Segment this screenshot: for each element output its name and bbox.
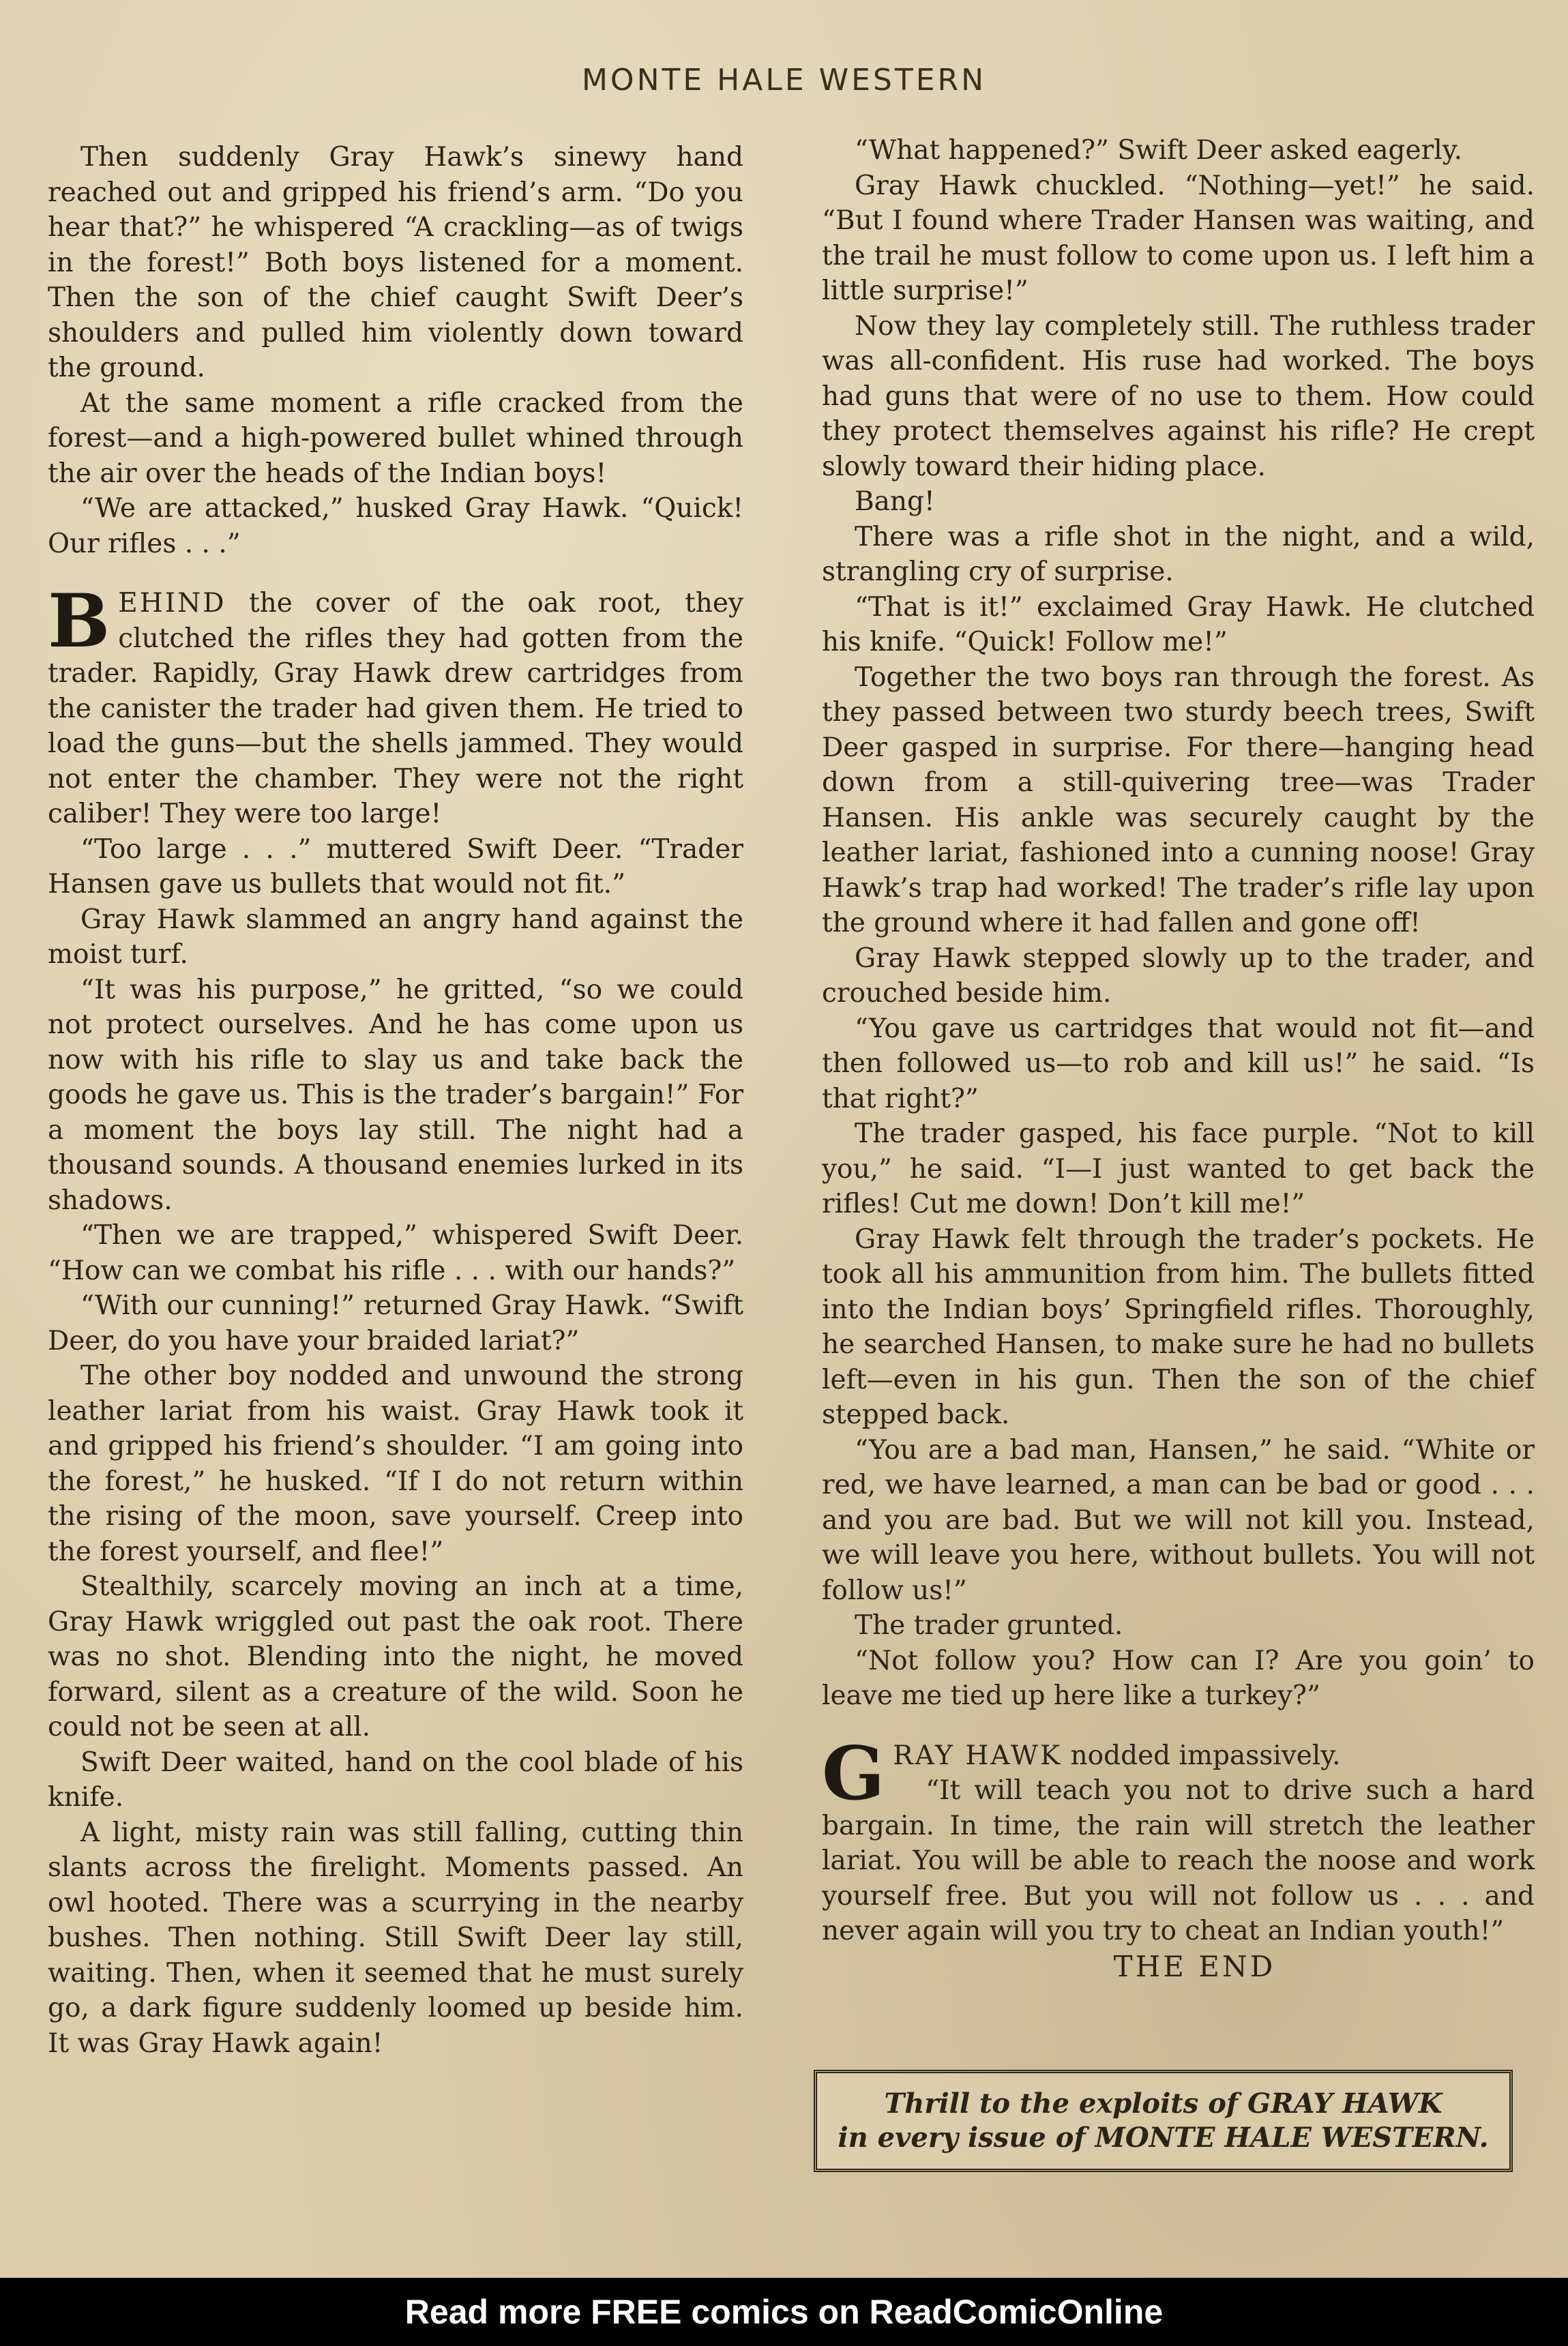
section-opening-text: the cover of the oak root, they clutched the rifles they had gotten from the trader. Rapidly, Gray Hawk drew cartridges from the canister the trader had given them. He tried to load the guns—but the shells jammed. They would not enter the chamber. They were not the right caliber! They were too large! bbox=[48, 588, 743, 829]
paragraph: “Too large . . .” muttered Swift Deer. “Trader Hansen gave us bullets that would not fit.” bbox=[48, 833, 743, 900]
paragraph: “That is it!” exclaimed Gray Hawk. He clutched his knife. “Quick! Follow me!” bbox=[822, 591, 1535, 657]
paragraph: Now they lay completely still. The ruthless trader was all-confident. His ruse had worked. The boys had guns that were of no use to them. How could they protect themselves against his rifle? He crept slowly toward their hiding place. bbox=[822, 310, 1535, 482]
paragraph: Gray Hawk chuckled. “Nothing—yet!” he said. “But I found where Trader Hansen was waiting, and the trail he must follow to come upon us. I left him a little surprise!” bbox=[822, 170, 1535, 306]
right-column bbox=[822, 133, 1535, 1984]
paragraph: Swift Deer waited, hand on the cool blade of his knife. bbox=[48, 1747, 743, 1813]
drop-cap: G bbox=[822, 1730, 885, 1817]
footer-banner bbox=[0, 2278, 1568, 2346]
section-lead-word: RAY HAWK bbox=[893, 1740, 1063, 1771]
paragraph: Stealthily, scarcely moving an inch at a time, Gray Hawk wriggled out past the oak root. There was no shot. Blending into the night, he moved forward, silent as a creature of the wild. Soon he could not be seen at all. bbox=[48, 1571, 743, 1742]
section-opening-text: nodded impassively. bbox=[1062, 1740, 1341, 1771]
page-title: MONTE HALE WESTERN bbox=[581, 63, 987, 98]
paragraph: Gray Hawk felt through the trader’s pockets. He took all his ammunition from him. The bullets fitted into the Indian boys’ Springfield rifles. Thoroughly, he searched Hansen, to make sure he had no bullets left—even in his gun. Then the son of the chief stepped back. bbox=[822, 1223, 1535, 1430]
paragraph: “You are a bad man, Hansen,” he said. “White or red, we have learned, a man can be bad or good . . . and you are bad. But we will not kill you. Instead, we will leave you here, without bullets. You will not follow us!” bbox=[822, 1434, 1535, 1606]
paragraph: A light, misty rain was still falling, cutting thin slants across the firelight. Moments passed. An owl hooted. There was a scurrying in the nearby bushes. Then nothing. Still Swift Deer lay still, waiting. Then, when it seemed that he must surely go, a dark figure suddenly loomed up beside him. It was Gray Hawk again! bbox=[48, 1817, 743, 2059]
paragraph: The other boy nodded and unwound the strong leather lariat from his waist. Gray Hawk took it and gripped his friend’s shoulder. “I am going into the forest,” he husked. “If I do not return within the rising of the moon, save yourself. Creep into the forest yourself, and flee!” bbox=[48, 1361, 743, 1567]
promo-line: in every issue of MONTE HALE WESTERN. bbox=[838, 2122, 1489, 2154]
paragraph: The trader gasped, his face purple. “Not to kill you,” he said. “I—I just wanted to get back the rifles! Cut me down! Don’t kill me!” bbox=[822, 1118, 1535, 1219]
paragraph: “We are attacked,” husked Gray Hawk. “Quick! Our rifles . . .” bbox=[48, 493, 743, 559]
paragraph: Then suddenly Gray Hawk’s sinewy hand reached out and gripped his friend’s arm. “Do you hear that?” he whispered “A crackling—as of twigs in the forest!” Both boys listened for a moment. Then the son of the chief caught Swift Deer’s shoulders and pulled him violently down toward the ground. bbox=[48, 142, 743, 383]
paragraph: “It was his purpose,” he gritted, “so we could not protect ourselves. And he has come upon us now with his rifle to slay us and take back the goods he gave us. This is the trader’s bargain!” For a moment the boys lay still. The night had a thousand sounds. A thousand enemies lurked in its shadows. bbox=[48, 974, 743, 1216]
paragraph: At the same moment a rifle cracked from the forest—and a high-powered bullet whined through the air over the heads of the Indian boys! bbox=[48, 387, 743, 489]
paragraph: “With our cunning!” returned Gray Hawk. “Swift Deer, do you have your braided lariat?” bbox=[48, 1290, 743, 1356]
paragraph: Bang! bbox=[855, 486, 935, 517]
the-end-label: THE END bbox=[1113, 1949, 1276, 1983]
paragraph: There was a rifle shot in the night, and a wild, strangling cry of surprise. bbox=[822, 521, 1535, 587]
paragraph: “What happened?” Swift Deer asked eagerly. bbox=[855, 135, 1462, 166]
paragraph: Together the two boys ran through the forest. As they passed between two sturdy beech trees, Swift Deer gasped in surprise. For there—hanging head down from a still-quivering tree—was Trader Hansen. His ankle was securely caught by the leather lariat, fashioned into a cunning noose! Gray Hawk’s trap had worked! The trader’s rifle lay upon the ground where it had fallen and gone off! bbox=[822, 662, 1535, 938]
promo-box bbox=[814, 2070, 1513, 2172]
paragraph: “You gave us cartridges that would not fit—and then followed us—to rob and kill us!” he said. “Is that right?” bbox=[822, 1013, 1535, 1114]
section-lead-word: EHIND bbox=[118, 588, 226, 619]
left-column bbox=[48, 140, 743, 2061]
paragraph: “Then we are trapped,” whispered Swift Deer. “How can we combat his rifle . . . with our hands?” bbox=[48, 1220, 743, 1286]
section-opening-paragraph bbox=[822, 1730, 1535, 1817]
drop-cap: B bbox=[48, 578, 110, 664]
promo-line: Thrill to the exploits of GRAY HAWK bbox=[884, 2088, 1443, 2120]
section-opening-paragraph bbox=[48, 578, 743, 832]
paragraph: “Not follow you? How can I? Are you goin’ to leave me tied up here like a turkey?” bbox=[822, 1645, 1535, 1711]
paragraph: Gray Hawk slammed an angry hand against the moist turf. bbox=[48, 904, 743, 970]
paragraph: Gray Hawk stepped slowly up to the trader, and crouched beside him. bbox=[822, 942, 1535, 1009]
paragraph: “It will teach you not to drive such a hard bargain. In time, the rain will stretch the leather lariat. You will be able to reach the noose and work yourself free. But you will not follow us . . . and never again will you try to cheat an Indian youth!” bbox=[822, 1775, 1535, 1946]
read-more-link[interactable]: Read more FREE comics on ReadComicOnline bbox=[404, 2293, 1164, 2331]
paragraph: The trader grunted. bbox=[855, 1610, 1123, 1641]
